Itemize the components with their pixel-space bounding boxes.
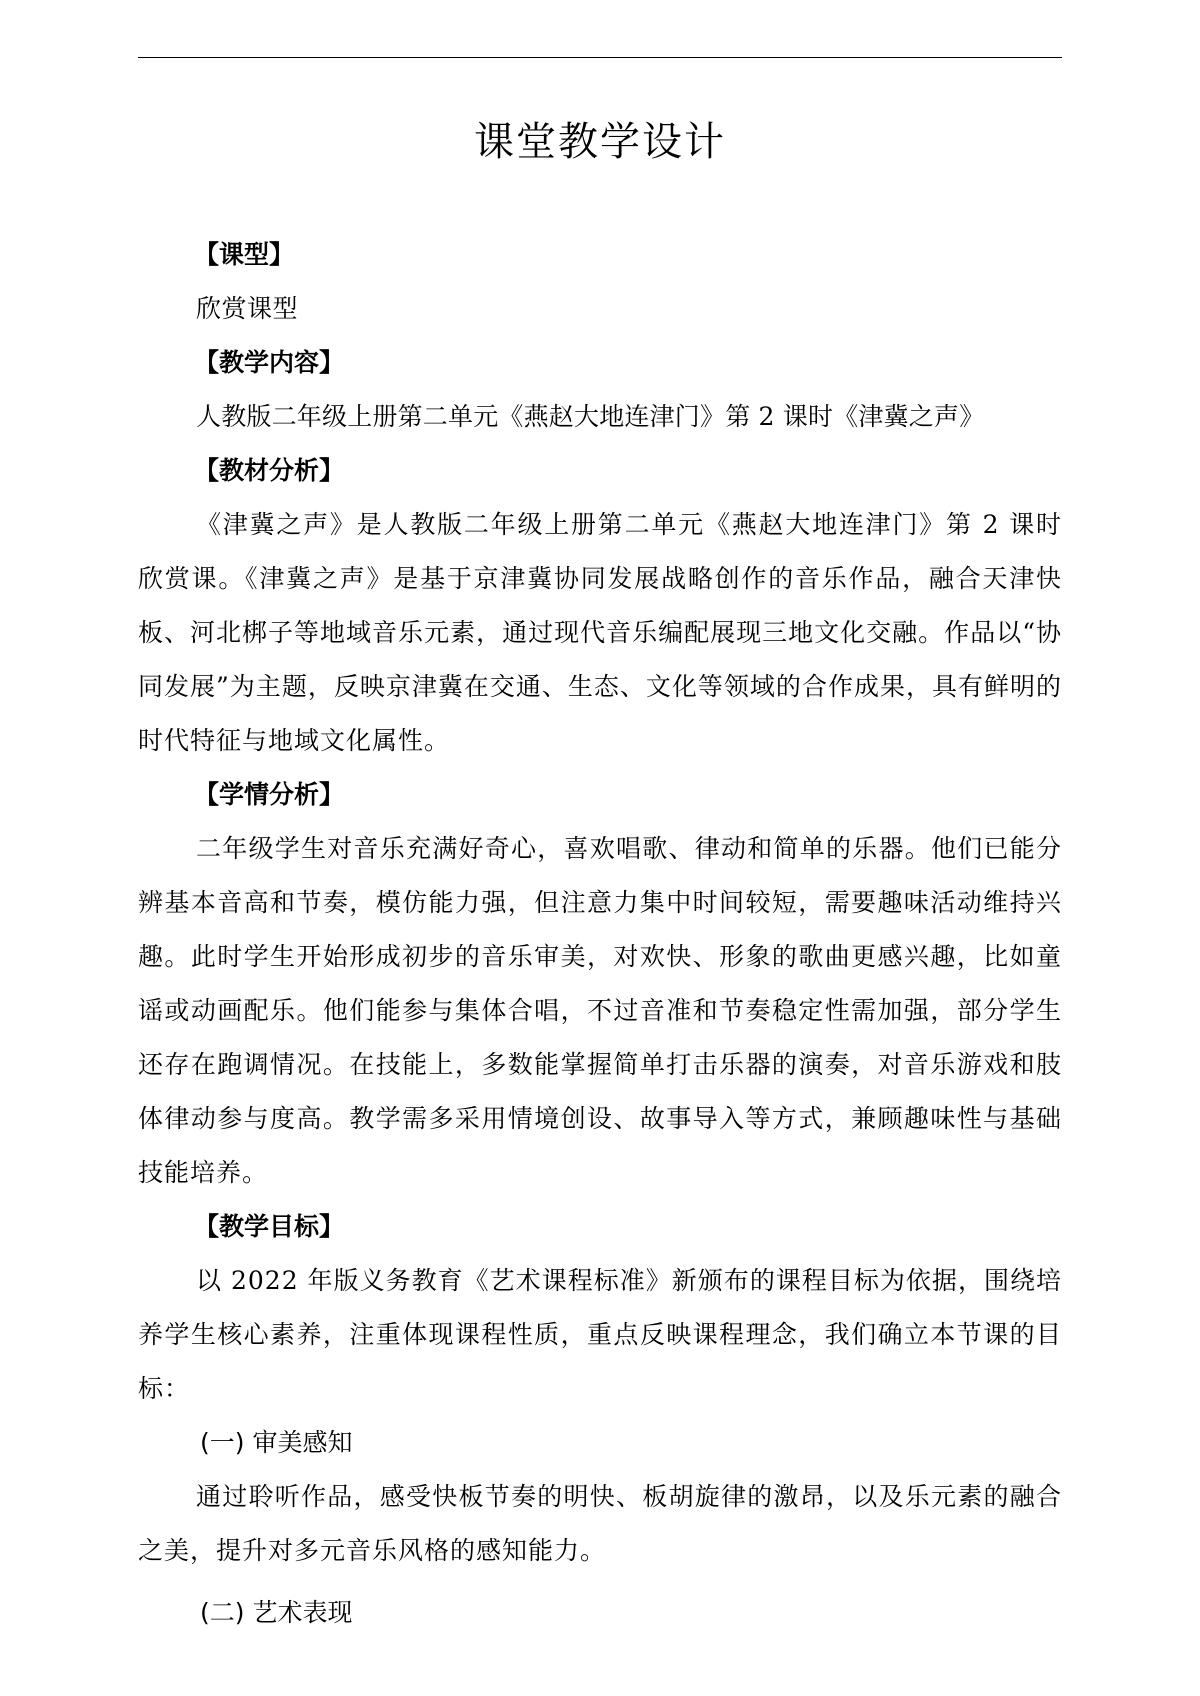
objectives-text: 以 2022 年版义务教育《艺术课程标准》新颁布的课程目标为依据，围绕培养学生核心素养，注重体现课程性质，重点反映课程理念，我们确立本节课的目标： — [138, 1266, 1062, 1403]
section-heading-material-analysis: 【教材分析】 — [194, 456, 345, 485]
content-text: 人教版二年级上册第二单元《燕赵大地连津门》第 2 课时《津冀之声》 — [196, 402, 985, 431]
subheading-aesthetic: (一) 审美感知 — [200, 1428, 353, 1457]
material-analysis-text: 《津冀之声》是人教版二年级上册第二单元《燕赵大地连津门》第 2 课时欣赏课。《津冀之声》是基于京津冀协同发展战略创作的音乐作品，融合天津快板、河北梆子等地域音乐元素，通过现代音乐编配展现三地文化交融。作品以“协同发展”为主题，反映京津冀在交通、生态、文化等领域的合作成果，具有鲜明的时代特征与地域文化属性。 — [138, 510, 1062, 755]
header-rule — [138, 57, 1062, 58]
section-heading-content: 【教学内容】 — [194, 348, 345, 377]
subheading-artistic: (二) 艺术表现 — [200, 1598, 353, 1627]
aesthetic-text: 通过聆听作品，感受快板节奏的明快、板胡旋律的激昂，以及乐元素的融合之美，提升对多元音乐风格的感知能力。 — [138, 1482, 1062, 1565]
section-heading-learner-analysis: 【学情分析】 — [194, 780, 345, 809]
section-heading-course-type: 【课型】 — [194, 240, 295, 269]
learner-analysis-text: 二年级学生对音乐充满好奇心，喜欢唱歌、律动和简单的乐器。他们已能分辨基本音高和节奏，模仿能力强，但注意力集中时间较短，需要趣味活动维持兴趣。此时学生开始形成初步的音乐审美，对欢快、形象的歌曲更感兴趣，比如童谣或动画配乐。他们能参与集体合唱，不过音准和节奏稳定性需加强，部分学生还存在跑调情况。在技能上，多数能掌握简单打击乐器的演奏，对音乐游戏和肢体律动参与度高。教学需多采用情境创设、故事导入等方式，兼顾趣味性与基础技能培养。 — [138, 834, 1062, 1187]
document-title: 课堂教学设计 — [474, 119, 726, 165]
section-heading-objectives: 【教学目标】 — [194, 1212, 345, 1241]
spacer — [138, 1578, 1062, 1586]
course-type-text: 欣赏课型 — [196, 294, 299, 323]
document-body — [138, 228, 1062, 1640]
